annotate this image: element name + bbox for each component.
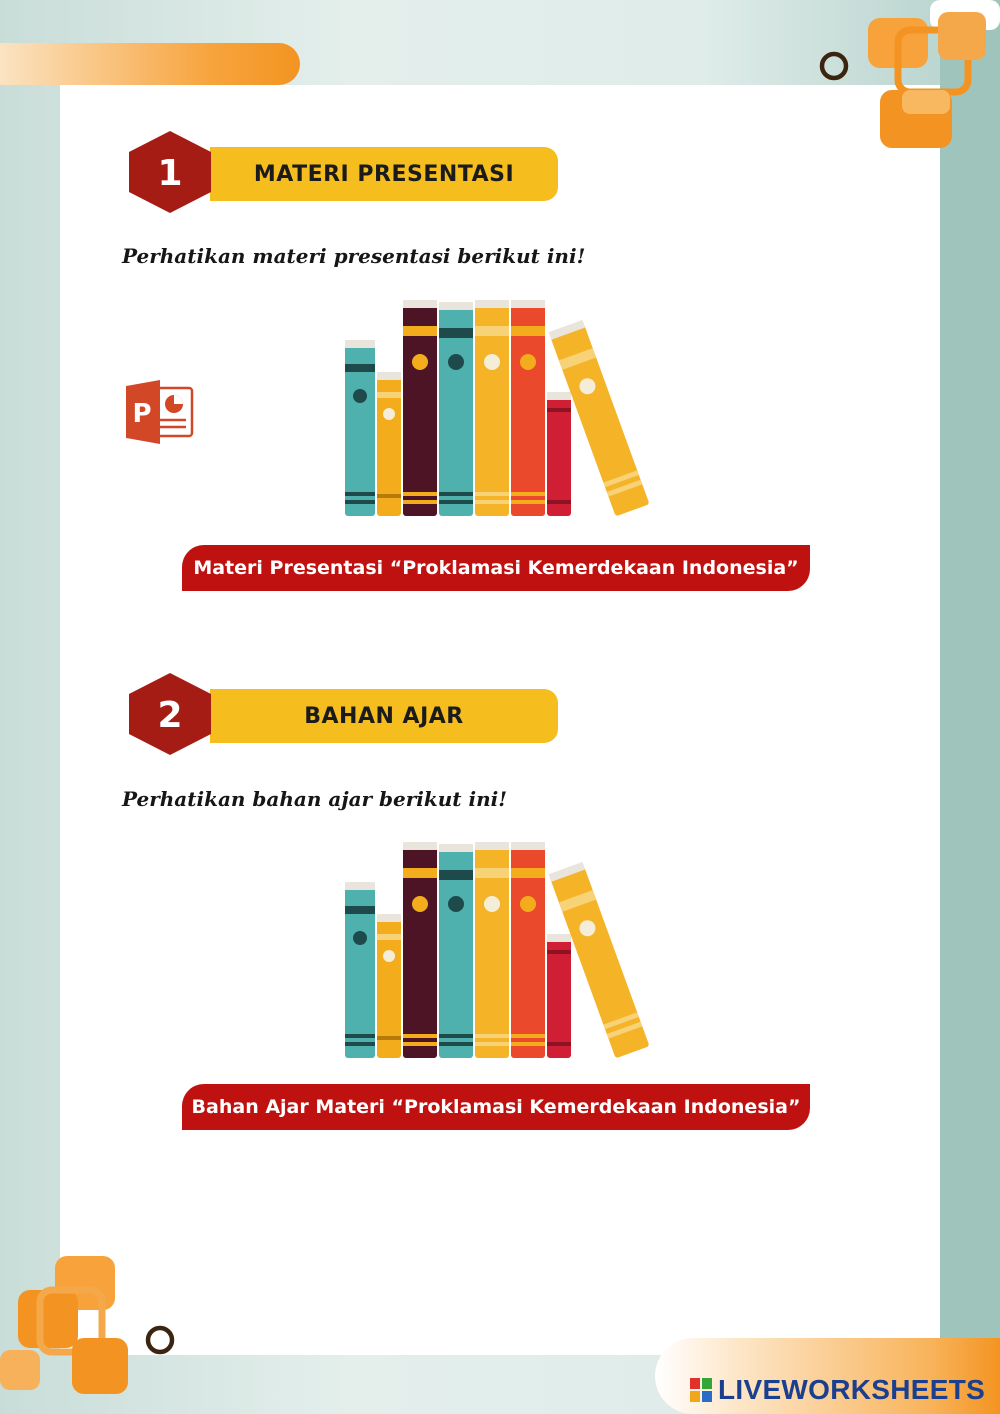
instruction-text: Perhatikan materi presentasi berikut ini! bbox=[122, 244, 586, 268]
bottom-left-decoration bbox=[0, 1250, 190, 1414]
svg-text:P: P bbox=[132, 399, 152, 429]
top-left-orange-bar bbox=[0, 43, 300, 85]
section-title: BAHAN AJAR bbox=[210, 689, 558, 743]
powerpoint-icon[interactable] bbox=[124, 380, 194, 444]
top-right-decoration bbox=[810, 0, 1000, 155]
caption-bar: Materi Presentasi “Proklamasi Kemerdekaan Indonesia” bbox=[182, 545, 810, 591]
section-number: 2 bbox=[157, 695, 183, 736]
liveworksheets-logo-icon bbox=[690, 1376, 714, 1404]
caption-bar: Bahan Ajar Materi “Proklamasi Kemerdekaan Indonesia” bbox=[182, 1084, 810, 1130]
section-number-hexagon bbox=[127, 129, 213, 215]
books-icon bbox=[340, 296, 660, 520]
section-number: 1 bbox=[157, 153, 183, 194]
books-icon bbox=[340, 838, 660, 1062]
section-title: MATERI PRESENTASI bbox=[210, 147, 558, 201]
right-frame-band bbox=[940, 0, 1000, 1414]
liveworksheets-logo[interactable] bbox=[690, 1374, 985, 1406]
logo-text: LIVEWORKSHEETS bbox=[718, 1374, 986, 1405]
instruction-text: Perhatikan bahan ajar berikut ini! bbox=[122, 787, 507, 811]
section-number-hexagon bbox=[127, 671, 213, 757]
